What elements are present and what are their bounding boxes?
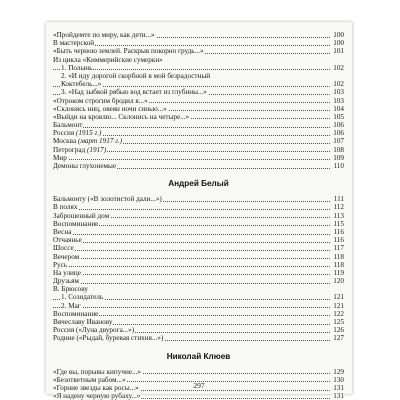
toc-entry-title bbox=[53, 154, 68, 162]
toc-entry-page: 113 bbox=[333, 211, 344, 220]
toc-entry-page: 117 bbox=[333, 244, 344, 253]
toc-entry-page: 106 bbox=[333, 129, 344, 138]
toc-entry-title-text: Россия bbox=[53, 129, 75, 138]
toc-entry-title-text: Весна bbox=[53, 227, 72, 236]
toc-entry bbox=[53, 113, 344, 121]
toc-entry-page: 130 bbox=[333, 375, 344, 384]
toc-entry-title bbox=[61, 80, 102, 88]
leader-dots bbox=[53, 209, 330, 210]
toc-entry-title bbox=[53, 113, 190, 121]
toc-entry-title bbox=[53, 129, 102, 137]
toc-entry-page: 125 bbox=[333, 318, 344, 326]
toc-entry-title-text: «Горние звезды как росы...» bbox=[53, 383, 139, 392]
leader-dots bbox=[53, 283, 330, 284]
toc-entry-title bbox=[53, 228, 72, 236]
toc-entry-title-text: В мастерской bbox=[53, 39, 95, 48]
toc-entry bbox=[53, 64, 344, 72]
toc-entry-title-text: Из цикла «Киммерийские сумерки» bbox=[53, 55, 163, 64]
toc-entry bbox=[53, 269, 344, 277]
leader-dots bbox=[53, 250, 330, 251]
toc-entry bbox=[53, 97, 344, 105]
toc-section-2 bbox=[53, 195, 344, 342]
toc-entry bbox=[53, 203, 344, 211]
toc-entry-title-text: «Быть черною землей. Раскрыв покорно грудь...» bbox=[53, 47, 204, 56]
toc-entry-title-text: 2. Маг bbox=[61, 301, 81, 310]
toc-entry-date: (1915 г.) bbox=[75, 129, 102, 138]
toc-entry-title bbox=[53, 269, 82, 277]
toc-entry-page: 131 bbox=[333, 383, 344, 392]
toc-entry bbox=[53, 302, 344, 310]
toc-entry-title-text: Родине («Рыдай, буревая стихия...») bbox=[53, 334, 164, 343]
toc-entry-title bbox=[53, 212, 110, 220]
toc-entry-title-text: 1. Созидатель bbox=[61, 293, 104, 302]
toc-entry-title-text: На улице bbox=[53, 268, 81, 277]
toc-entry-title-text: Заброшенный дом bbox=[53, 211, 110, 220]
toc-section-1 bbox=[53, 31, 344, 170]
toc-entry bbox=[53, 154, 344, 162]
toc-entry-title bbox=[53, 203, 78, 211]
toc-entry bbox=[53, 285, 344, 293]
toc-entry bbox=[53, 277, 344, 285]
toc-entry-title-text: «Выйди на кровлю... Склонись на четыре...» bbox=[53, 112, 190, 121]
toc-entry-title-text: 3. «Над зыбкой рябью вод встает из глубины...» bbox=[61, 88, 207, 97]
toc-entry-title bbox=[53, 392, 141, 400]
leader-dots bbox=[53, 266, 330, 267]
toc-entry-page: 127 bbox=[333, 334, 344, 343]
toc-entry bbox=[53, 162, 344, 170]
toc-entry-page: 101 bbox=[333, 47, 344, 56]
toc-entry-page: 121 bbox=[333, 293, 344, 302]
toc-entry-page: 109 bbox=[333, 153, 344, 162]
toc-entry-title bbox=[53, 334, 164, 342]
toc-entry-page: 105 bbox=[333, 112, 344, 121]
toc-entry-title-text: «Отроком строгим бродил я...» bbox=[53, 96, 148, 105]
toc-entry-title-text: Коктебель...» bbox=[61, 80, 102, 89]
author-heading-bely: Андрей Белый bbox=[168, 179, 229, 189]
toc-entry-title bbox=[61, 302, 82, 310]
book-page bbox=[46, 22, 352, 400]
leader-dots bbox=[53, 274, 330, 275]
toc-entry bbox=[53, 392, 344, 400]
toc-entry bbox=[53, 293, 344, 301]
toc-entry bbox=[53, 253, 344, 261]
toc-entry-title bbox=[53, 318, 113, 326]
toc-entry-title-text: В. Брюсову bbox=[53, 285, 89, 294]
toc-entry-page: 116 bbox=[333, 227, 344, 236]
toc-entry-page: 120 bbox=[333, 277, 344, 286]
toc-entry bbox=[53, 146, 344, 154]
toc-entry-title-text: «Склонясь ниц, овеян ночи синью...» bbox=[53, 104, 167, 113]
toc-entry bbox=[53, 39, 344, 47]
toc-entry bbox=[53, 56, 344, 64]
toc-entry bbox=[53, 261, 344, 269]
leader-dots bbox=[53, 307, 330, 308]
toc-entry-title-text: Москва bbox=[53, 137, 77, 146]
toc-entry bbox=[53, 236, 344, 244]
toc-entry-title-text: 2. «И иду дорогой скорбной в мой безрадостный bbox=[61, 71, 211, 80]
toc-entry-title bbox=[61, 88, 208, 96]
toc-entry-title-text: Вячеславу Иванову bbox=[53, 318, 113, 326]
leader-dots bbox=[53, 234, 330, 235]
toc-entry-title-text: Петроград bbox=[53, 145, 86, 154]
toc-entry-title-text: Друзьям bbox=[53, 277, 79, 286]
toc-entry-title bbox=[53, 220, 99, 228]
toc-entry-title-text: Вечером bbox=[53, 252, 80, 261]
toc-entry-page: 112 bbox=[333, 203, 344, 212]
toc-entry-page: 126 bbox=[333, 326, 344, 335]
toc-entry-page: 122 bbox=[333, 309, 344, 318]
toc-entry-page: 115 bbox=[333, 219, 344, 228]
toc-entry-title bbox=[53, 326, 135, 334]
leader-dots bbox=[53, 159, 330, 160]
toc-entry-title bbox=[53, 261, 68, 269]
toc-entry-title bbox=[53, 47, 205, 55]
toc-entry-page: 118 bbox=[333, 252, 344, 261]
toc-entry-page: 111 bbox=[333, 195, 344, 204]
toc-entry-page: 118 bbox=[333, 260, 344, 269]
toc-entry-title bbox=[53, 277, 80, 285]
leader-dots bbox=[53, 242, 330, 243]
toc-entry-date: (1917) bbox=[86, 145, 107, 154]
toc-entry-page: 102 bbox=[333, 63, 344, 72]
toc-entry-page: 131 bbox=[333, 392, 344, 400]
toc-entry-page: 100 bbox=[333, 31, 344, 39]
toc-entry-page: 100 bbox=[333, 39, 344, 48]
toc-entry-title-text: В полях bbox=[53, 203, 78, 212]
toc-entry-title bbox=[53, 244, 75, 252]
toc-entry bbox=[53, 195, 344, 203]
toc-entry-title-text: Бальмонту («В золотистой дали...») bbox=[53, 195, 162, 204]
toc-entry-page: 106 bbox=[333, 121, 344, 130]
toc-entry-title bbox=[53, 105, 168, 113]
toc-entry-title bbox=[53, 121, 83, 129]
toc-entry-page: 121 bbox=[333, 301, 344, 310]
toc-entry-page: 116 bbox=[333, 236, 344, 245]
toc-entry-page: 129 bbox=[333, 367, 344, 376]
toc-entry-page: 104 bbox=[333, 104, 344, 113]
toc-entry-title-text: Отчаянье bbox=[53, 236, 82, 245]
toc-entry-page: 103 bbox=[333, 96, 344, 105]
toc-entry-title bbox=[53, 56, 164, 64]
toc-entry-title bbox=[53, 146, 107, 154]
toc-entry bbox=[53, 121, 344, 129]
toc-entry-title bbox=[53, 285, 89, 293]
toc-entry-title bbox=[53, 97, 149, 105]
toc-entry-title bbox=[53, 39, 95, 47]
toc-entry-title-text: Русь bbox=[53, 260, 68, 269]
toc-entry bbox=[53, 310, 344, 318]
toc-entry bbox=[53, 244, 344, 252]
toc-entry-title-text: Шоссе bbox=[53, 244, 74, 253]
toc-entry-title bbox=[53, 31, 156, 39]
toc-entry-page: 107 bbox=[333, 137, 344, 146]
toc-entry bbox=[53, 129, 344, 137]
toc-entry bbox=[53, 368, 344, 376]
toc-entry-title bbox=[61, 64, 93, 72]
toc-entry-title-text: Бальмонт bbox=[53, 121, 83, 130]
toc-entry bbox=[53, 105, 344, 113]
toc-entry-title-text: «Я надену черную рубаху...» bbox=[53, 392, 141, 400]
leader-dots bbox=[53, 69, 330, 70]
toc-entry bbox=[53, 47, 344, 55]
toc-entry-title bbox=[53, 368, 142, 376]
toc-entry-title bbox=[53, 253, 80, 261]
toc-entry-page: 110 bbox=[333, 162, 344, 170]
toc-entry-title-text: Воспоминание bbox=[53, 219, 99, 228]
toc-entry bbox=[53, 334, 344, 342]
toc-entry-date: (март 1917 г.) bbox=[77, 137, 123, 146]
toc-entry-page: 103 bbox=[333, 88, 344, 97]
toc-entry bbox=[53, 326, 344, 334]
page-number: 297 bbox=[193, 381, 205, 390]
toc-entry bbox=[53, 228, 344, 236]
toc-entry bbox=[53, 80, 344, 88]
toc-entry-title bbox=[53, 236, 83, 244]
table-of-contents bbox=[53, 31, 344, 400]
toc-entry-page: 102 bbox=[333, 80, 344, 89]
toc-entry-title-text: «Пройдемте по миру, как дети...» bbox=[53, 31, 155, 39]
toc-entry-title-text: Демоны глухонемые bbox=[53, 162, 117, 170]
toc-entry-title bbox=[53, 195, 163, 203]
toc-entry-page: 108 bbox=[333, 145, 344, 154]
toc-entry-title bbox=[53, 310, 99, 318]
toc-entry-title bbox=[61, 72, 211, 80]
toc-entry bbox=[53, 31, 344, 39]
toc-entry-title-text: Мир bbox=[53, 153, 67, 162]
toc-entry bbox=[53, 220, 344, 228]
toc-entry-title-text: «Где вы, порывы кипучие...» bbox=[53, 367, 141, 376]
toc-entry bbox=[53, 72, 344, 80]
toc-entry-title-text: 1. Полынь bbox=[61, 63, 93, 72]
leader-dots bbox=[53, 127, 330, 128]
toc-entry-title-text: Воспоминание bbox=[53, 309, 99, 318]
toc-entry-title-text: «Безответным рабом...» bbox=[53, 375, 126, 384]
leader-dots bbox=[53, 258, 330, 259]
toc-entry-title bbox=[61, 293, 104, 301]
toc-entry bbox=[53, 318, 344, 326]
toc-entry-title bbox=[53, 162, 117, 170]
toc-entry-title-text: Россия («Луна двурога...») bbox=[53, 326, 135, 335]
toc-entry bbox=[53, 137, 344, 145]
author-heading-klyuev: Николай Клюев bbox=[166, 351, 231, 361]
toc-entry bbox=[53, 212, 344, 220]
toc-entry bbox=[53, 88, 344, 96]
toc-entry-page: 119 bbox=[333, 268, 344, 277]
toc-entry-title bbox=[53, 137, 123, 145]
